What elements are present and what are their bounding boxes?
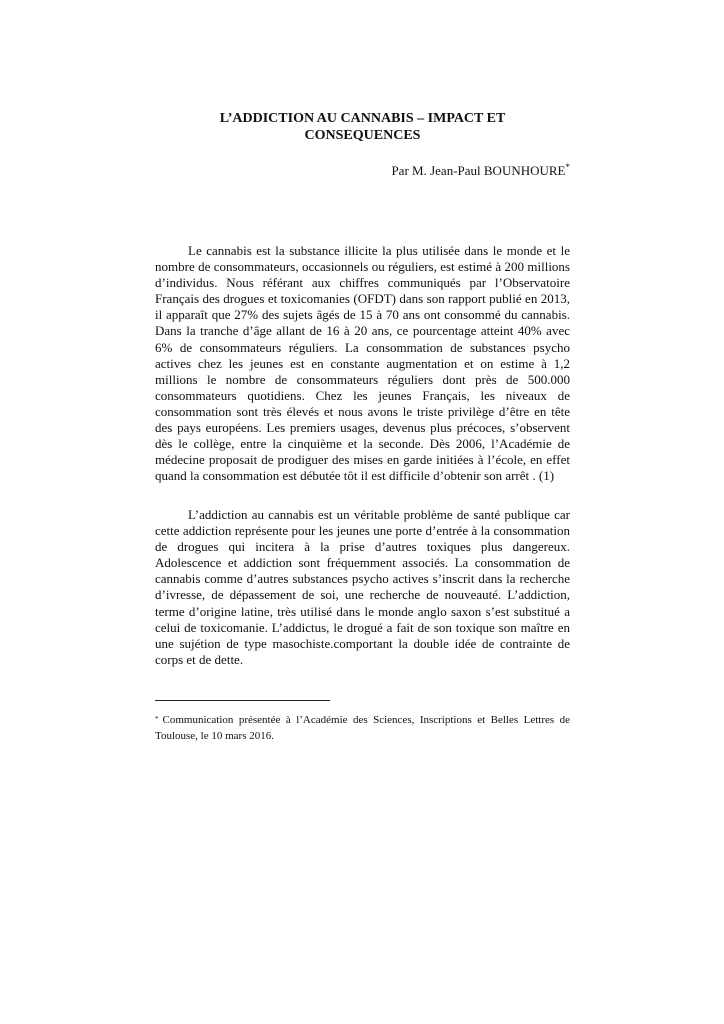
paragraph-1-text: Le cannabis est la substance illicite la plus utilisée dans le monde et le nombre de consommateurs, occasionnels ou réguliers, est estimé à 200 millions d’individus. Nous référant aux chiffres communiqués par l’Observatoire Français des drogues et toxicomanies (OFDT) dans son rapport publié en 2013, il apparaît que 27% des sujets âgés de 15 à 70 ans ont consommé du cannabis. Dans la tranche d’âge allant de 16 à 20 ans, ce pourcentage atteint 40% avec 6% de consommateurs réguliers. La consommation de substances psycho actives chez les jeunes est en constante augmentation et on estime à 1,2 millions le nombre de consommateurs réguliers dont près de 500.000 consommateurs quotidiens. Chez les jeunes Français, les niveaux de consommation sont très élevés et nous avons le triste privilège d’être en tête des pays européens. Les premiers usages, devenus plus précoces, s’observent dès le collège, entre la cinquième et la seconde. Dès 2006, l’Académie de médecine proposait de prodiguer des mises en garde initiées à l’école, en effet quand la consommation est débutée tôt il est difficile d’obtenir son arrêt . (1) bbox=[155, 243, 570, 484]
footnote bbox=[155, 712, 570, 744]
title-line-1: L’ADDICTION AU CANNABIS – IMPACT ET bbox=[219, 111, 506, 126]
footnote-mark: * bbox=[155, 715, 159, 723]
footnote-divider bbox=[155, 700, 330, 701]
author-line bbox=[300, 163, 570, 179]
author-name: Par M. Jean-Paul BOUNHOURE bbox=[391, 163, 566, 178]
title-line-2: CONSEQUENCES bbox=[304, 128, 421, 143]
paragraph-1 bbox=[155, 243, 570, 484]
author-footnote-mark: * bbox=[565, 162, 570, 172]
paragraph-2-text: L’addiction au cannabis est un véritable problème de santé publique car cette addiction représente pour les jeunes une porte d’entrée à la consommation de drogues qui incitera à la prise d’autres toxiques plus dangereux. Adolescence et addiction sont fréquemment associés. La consommation de cannabis comme d’autres substances psycho actives s’inscrit dans la recherche d’ivresse, de dépassement de soi, une recherche de nouveauté. L’addiction, terme d’origine latine, très utilisé dans le monde anglo saxon s’est substitué a celui de toxicomanie. L’addictus, le drogué a fait de son toxique son maître en une sujétion de type masochiste.comportant la double idée de contrainte de corps et de dette. bbox=[155, 507, 570, 667]
document-title bbox=[155, 110, 570, 144]
footnote-text: Communication présentée à l’Académie des Sciences, Inscriptions et Belles Lettres de Toulouse, le 10 mars 2016. bbox=[155, 714, 570, 742]
paragraph-2 bbox=[155, 507, 570, 668]
